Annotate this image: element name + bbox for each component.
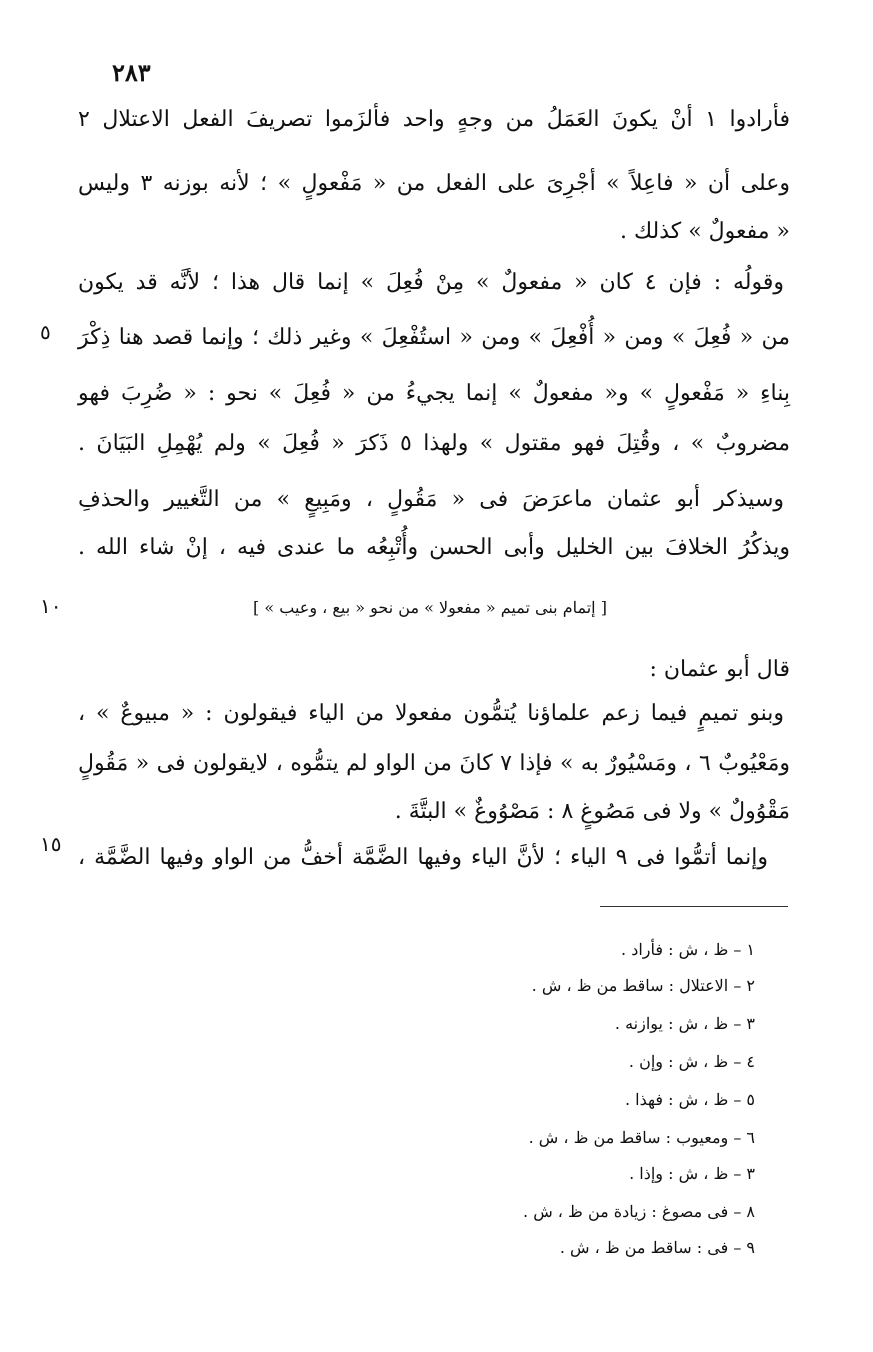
body-line: ومَعْيُوبٌ ٦ ، ومَسْيُورٌ به » فإذا ٧ كانَ من الواو لم يتمُّوه ، لايقولون فى « مَقُولٍ xyxy=(78,751,791,776)
footnote-divider xyxy=(600,906,788,907)
body-line: من « فُعِلَ » ومن « أُفْعِلَ » ومن « استُفْعِلَ » وغير ذلك ؛ وإنما قصد هنا ذِكْرَ xyxy=(78,325,790,350)
body-line: فأرادوا ١ أنْ يكونَ العَمَلُ من وجهٍ واحد فألزَموا تصريفَ الفعل الاعتلال ٢ xyxy=(78,107,791,132)
body-line: بِناءِ « مَفْعولٍ » و« مفعولٌ » إنما يجيءُ من « فُعِلَ » نحو : « ضُرِبَ فهو xyxy=(78,381,790,406)
body-line: ويذكُرُ الخلافَ بين الخليل وأبى الحسن وأُتْبِعُه ما عندى فيه ، إنْ شاء الله . xyxy=(78,535,790,560)
footnote: ٩ – فى : ساقط من ظ ، ش . xyxy=(559,1238,755,1257)
footnote: ١ – ظ ، ش : فأراد . xyxy=(621,940,755,959)
section-title: قال أبو عثمان : xyxy=(649,657,790,682)
body-line: وبنو تميمٍ فيما زعم علماؤنا يُتمُّون مفعولا من الياء فيقولون : « مبيوعٌ » ، xyxy=(78,701,784,726)
footnote: ٣ – ظ ، ش : وإذا . xyxy=(629,1164,755,1183)
body-line: وإنما أتمُّوا فى ٩ الياء ؛ لأنَّ الياء وفيها الضَّمَّة أخفُّ من الواو وفيها الضَّمَّة ، xyxy=(78,845,768,870)
section-heading: [ إتمام بنى تميم « مفعولا » من نحو « بيع ، وعيب » ] xyxy=(253,598,607,617)
body-line: مَقْوُولٌ » ولا فى مَصُوغٍ ٨ : مَصْوُوغٌ » البتَّةَ . xyxy=(394,799,790,824)
body-line: « مفعولٌ » كذلك . xyxy=(619,219,790,244)
footnote: ٨ – فى مصوغ : زيادة من ظ ، ش . xyxy=(523,1202,755,1221)
body-line: مضروبٌ » ، وقُتِلَ فهو مقتول » ولهذا ٥ ذَكرَ « فُعِلَ » ولم يُهْمِلِ البَيَانَ . xyxy=(78,431,790,456)
footnote: ٦ – ومعيوب : ساقط من ظ ، ش . xyxy=(528,1128,755,1147)
footnote: ٤ – ظ ، ش : وإن . xyxy=(628,1052,755,1071)
page-number: ٢٨٣ xyxy=(112,58,151,87)
footnote: ٢ – الاعتلال : ساقط من ظ ، ش . xyxy=(531,976,755,995)
footnote: ٣ – ظ ، ش : يوازنه . xyxy=(614,1014,755,1033)
body-line: وسيذكر أبو عثمان ماعرَضَ فى « مَقُولٍ ، ومَبِيعٍ » من التَّغيير والحذفِ xyxy=(78,487,784,512)
margin-line-number: ٥ xyxy=(40,320,51,344)
margin-line-number: ١٥ xyxy=(40,832,62,856)
footnote: ٥ – ظ ، ش : فهذا . xyxy=(624,1090,755,1109)
body-line: وعلى أن « فاعِلاً » أجْرِىَ على الفعل من « مَفْعولٍ » ؛ لأنه بوزنه ٣ وليس xyxy=(78,171,790,196)
body-line: وقولُه : فإن ٤ كان « مفعولٌ » مِنْ فُعِلَ » إنما قال هذا ؛ لأنَّه قد يكون xyxy=(78,270,784,295)
margin-line-number: ١٠ xyxy=(40,594,62,618)
